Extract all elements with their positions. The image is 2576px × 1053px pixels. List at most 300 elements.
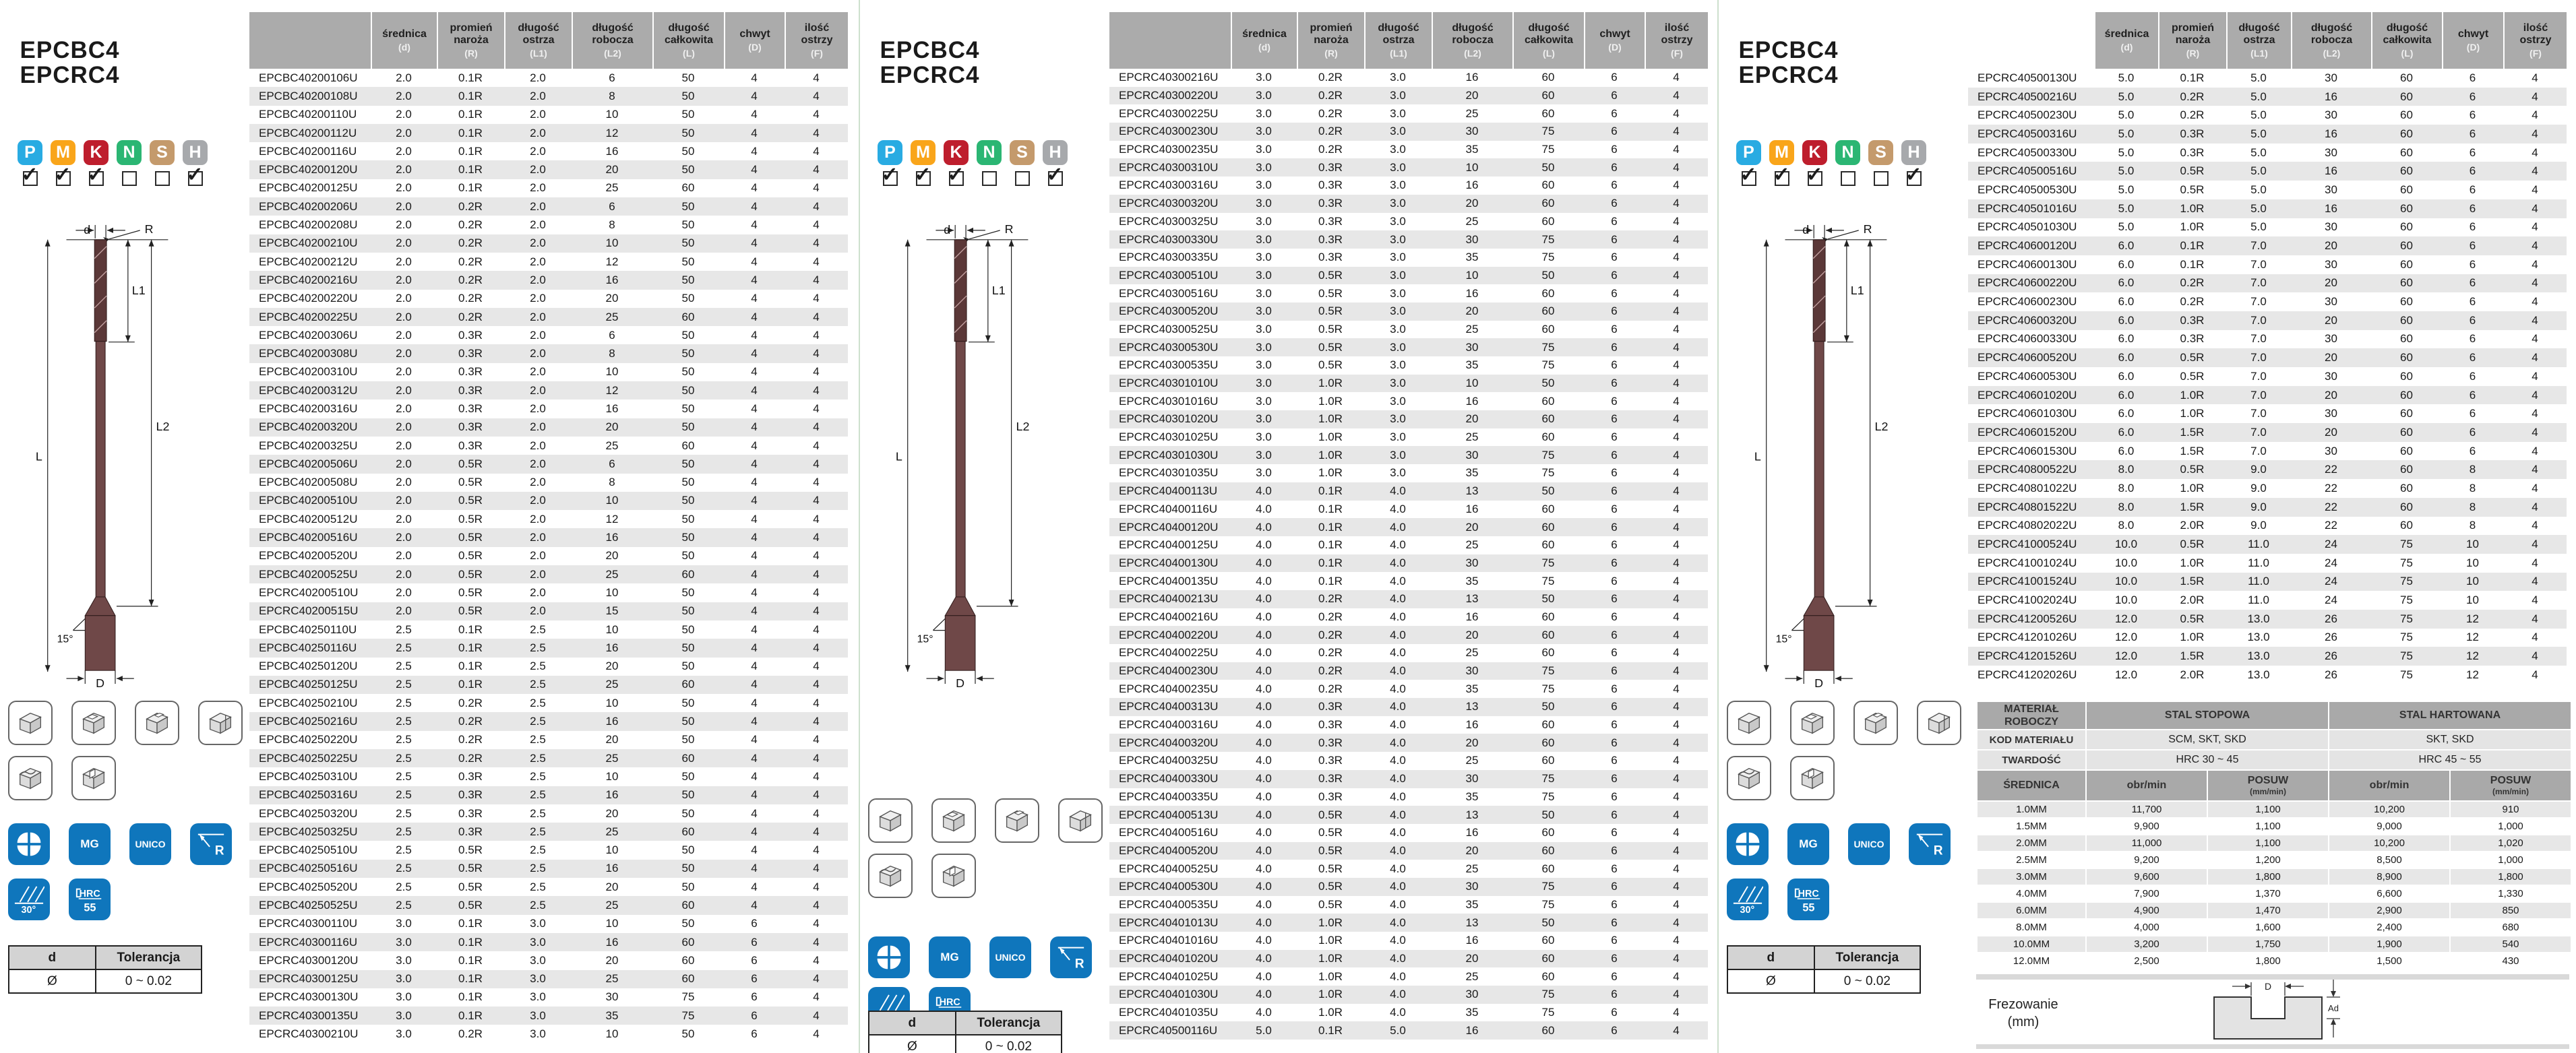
svg-text:30°: 30° <box>21 905 36 915</box>
value-cell: 0.5R <box>2180 538 2205 551</box>
check-icon: ✓ <box>881 164 898 186</box>
value-cell: 0.3R <box>1318 736 1343 749</box>
value-cell: 2,400 <box>2376 922 2402 933</box>
value-cell: 75 <box>2400 612 2413 625</box>
value-cell: 60 <box>2400 108 2413 122</box>
value-cell: 4.0 <box>1390 843 1406 857</box>
value-cell: 0.5R <box>1318 880 1343 893</box>
value-cell: 2.0 <box>530 549 546 563</box>
value-cell: 3.0 <box>1256 286 1272 300</box>
value-cell: 5.0 <box>1256 1023 1272 1037</box>
table-row <box>249 915 848 933</box>
value-cell: 2.5 <box>530 843 546 857</box>
value-cell: 35 <box>1465 682 1479 695</box>
table-row <box>249 878 848 896</box>
value-cell: 6 <box>2469 332 2476 346</box>
value-cell: 4.0 <box>1256 772 1272 786</box>
unico-badge: UNICO <box>129 823 171 865</box>
svg-text:R: R <box>1863 222 1872 236</box>
value-cell: 60 <box>2400 220 2413 234</box>
product-code-cell: 1.0MM <box>2016 804 2047 815</box>
table-row <box>249 418 848 437</box>
value-cell: 3.0 <box>1390 430 1406 444</box>
product-code-cell: EPCRC41000524U <box>1977 538 2077 551</box>
value-cell: 9,900 <box>2134 821 2159 832</box>
product-code-cell: EPCBC40200216U <box>259 273 358 286</box>
tolerance-value-row <box>9 969 202 993</box>
value-cell: 25 <box>1465 322 1479 336</box>
column-symbol: (L1) <box>2250 48 2268 59</box>
value-cell: 60 <box>1541 610 1555 623</box>
value-cell: 2.0 <box>396 512 412 525</box>
operation-icons-row-2 <box>868 854 976 898</box>
value-cell: 3.0 <box>1256 214 1272 228</box>
value-cell: 25 <box>605 310 619 323</box>
product-code-cell: EPCRC40500330U <box>1977 146 2077 159</box>
value-cell: 6 <box>1611 412 1618 426</box>
value-cell: 6 <box>609 71 615 84</box>
value-cell: 60 <box>2400 463 2413 476</box>
svg-text:d: d <box>84 222 91 236</box>
slot-milling-icon <box>1002 805 1033 836</box>
value-cell: 4 <box>813 71 820 84</box>
product-code-cell: EPCRC41202026U <box>1977 668 2077 681</box>
value-cell: 0.2R <box>1318 71 1343 84</box>
footer-label-line1: Frezowanie <box>1988 997 2058 1012</box>
value-cell: 4.0 <box>1390 790 1406 803</box>
value-cell: 4 <box>2532 425 2538 439</box>
column-label: promień naroża <box>1310 22 1353 46</box>
table-row <box>1968 386 2567 405</box>
slot-diagram-svg <box>2190 978 2345 1046</box>
groove-milling-pictogram <box>71 756 116 800</box>
value-cell: 16 <box>2325 90 2337 103</box>
value-cell: 50 <box>1541 160 1555 174</box>
value-cell: 0.1R <box>1318 520 1343 534</box>
value-cell: 4 <box>813 953 820 967</box>
value-cell: 60 <box>681 567 695 581</box>
value-cell: 4 <box>751 715 758 728</box>
value-cell: 1.5R <box>2180 575 2205 588</box>
value-cell: 11.0 <box>2248 538 2269 551</box>
material-S-icon: S <box>150 140 175 165</box>
product-code-cell: EPCRC40600220U <box>1977 276 2077 290</box>
column-symbol: (d) <box>1258 42 1270 53</box>
value-cell: 4.0 <box>1390 754 1406 767</box>
product-code-cell: EPCRC41201026U <box>1977 631 2077 644</box>
value-cell: 3.0 <box>1256 232 1272 246</box>
hrc-55-icon <box>1793 884 1824 915</box>
value-cell: 4 <box>813 512 820 525</box>
value-cell: 2.5 <box>396 843 412 857</box>
value-cell: 75 <box>1541 556 1555 569</box>
product-code-cell: EPCRC40400313U <box>1119 700 1219 713</box>
value-cell: 60 <box>1541 538 1555 552</box>
value-cell: 25 <box>1465 754 1479 767</box>
value-cell: 0.5R <box>1318 826 1343 839</box>
value-cell: 2.0 <box>396 89 412 102</box>
value-cell: 60 <box>1541 952 1555 965</box>
value-cell: 6 <box>1611 520 1618 534</box>
value-cell: 30 <box>2325 407 2337 420</box>
value-cell: 60 <box>1541 179 1555 192</box>
value-cell: 6 <box>2469 183 2476 196</box>
value-cell: 4 <box>751 236 758 250</box>
value-cell: 35 <box>1465 358 1479 372</box>
value-cell: 4 <box>1673 952 1680 965</box>
table-row <box>1968 647 2567 666</box>
value-cell: 4 <box>813 733 820 746</box>
value-cell: 2.0 <box>396 402 412 415</box>
value-cell: 0.2R <box>2180 108 2205 122</box>
material-column-S <box>1010 140 1035 186</box>
material-K-checkbox <box>87 164 104 186</box>
value-cell: 10 <box>605 236 619 250</box>
value-cell: 6 <box>1611 574 1618 587</box>
check-icon: ✓ <box>1905 164 1922 186</box>
value-cell: 1,470 <box>2255 905 2281 916</box>
product-code-cell: EPCRC40300335U <box>1119 251 1219 264</box>
product-code-cell: EPCRC40500216U <box>1977 90 2077 103</box>
table-row <box>249 658 848 676</box>
table-row <box>249 583 848 602</box>
value-cell: 4 <box>1673 682 1680 695</box>
material-K-checkbox <box>947 164 964 186</box>
product-code-cell: EPCRC40400216U <box>1119 610 1219 623</box>
value-cell: 4 <box>813 181 820 195</box>
value-cell: 60 <box>681 935 695 949</box>
value-cell: 1.0R <box>1318 412 1343 426</box>
value-cell: 7.0 <box>2250 313 2267 327</box>
value-cell: 1.0R <box>1318 466 1343 480</box>
four-flutes-icon <box>874 943 904 972</box>
value-cell: 6 <box>2469 90 2476 103</box>
value-cell: 0.1R <box>2180 257 2205 271</box>
value-cell: 2.0R <box>2180 668 2205 681</box>
table-row <box>1109 967 1708 986</box>
tool-diagram-svg <box>887 220 1059 688</box>
product-code-cell: EPCRC40300210U <box>259 1027 359 1041</box>
value-cell: 4 <box>751 108 758 121</box>
value-cell: 0.3R <box>2180 146 2205 159</box>
value-cell: 75 <box>1541 880 1555 893</box>
face-milling-icon <box>1734 707 1765 738</box>
material-N-checkbox <box>1841 171 1856 186</box>
value-cell: 6 <box>1611 592 1618 606</box>
value-cell: 10,200 <box>2374 837 2405 849</box>
corner-radius-icon <box>195 829 226 860</box>
slot-milling-pictogram <box>1853 701 1898 745</box>
table-row <box>1968 255 2567 274</box>
value-cell: 0.5R <box>2180 463 2205 476</box>
material-M-icon: M <box>1769 140 1794 165</box>
value-cell: 2.0 <box>530 144 546 158</box>
table-row <box>1977 886 2571 901</box>
value-cell: 16 <box>605 402 619 415</box>
value-cell: 60 <box>1541 628 1555 641</box>
value-cell: 2.0 <box>530 199 546 213</box>
value-cell: 60 <box>1541 305 1555 318</box>
svg-text:L1: L1 <box>991 284 1006 298</box>
value-cell: 1.0R <box>2180 220 2205 234</box>
product-code-cell: EPCBC40200108U <box>259 89 358 102</box>
value-cell: 2.0 <box>530 310 546 323</box>
value-cell: 3.0 <box>396 935 412 949</box>
value-cell: 12 <box>2466 612 2479 625</box>
table-row <box>1109 914 1708 932</box>
value-cell: 0.1R <box>458 89 483 102</box>
value-cell: 3.0 <box>1390 143 1406 156</box>
value-cell: 5.0 <box>2250 146 2267 159</box>
material-M-checkbox <box>1773 164 1790 186</box>
value-cell: 25 <box>1465 430 1479 444</box>
svg-text:15°: 15° <box>57 633 73 645</box>
value-cell: 3.0 <box>1256 448 1272 461</box>
value-cell: 4 <box>2532 407 2538 420</box>
title-line-1: EPCBC4 <box>20 37 120 63</box>
value-cell: 4.0 <box>1256 628 1272 641</box>
value-cell: 0.5R <box>2180 351 2205 364</box>
table-row <box>249 528 848 546</box>
value-cell: 3.0 <box>396 1027 412 1041</box>
value-cell: 2.0 <box>396 181 412 195</box>
value-cell: 4 <box>2532 220 2538 234</box>
value-cell: 4.0 <box>1256 952 1272 965</box>
groove-milling-pictogram <box>931 854 976 898</box>
table-row <box>249 363 848 381</box>
value-cell: 20 <box>605 953 619 967</box>
table-row <box>1968 591 2567 610</box>
value-cell: 4.0 <box>1390 646 1406 660</box>
column-symbol: (L1) <box>530 48 547 59</box>
value-cell: 4.0 <box>1256 592 1272 606</box>
value-cell: 2.0 <box>530 476 546 489</box>
column-symbol: (D) <box>1608 42 1622 53</box>
value-cell: 2.5 <box>530 641 546 654</box>
value-cell: 4 <box>2532 575 2538 588</box>
table-row <box>1109 734 1708 752</box>
value-cell: 2.0 <box>530 347 546 360</box>
table-row <box>249 290 848 308</box>
product-code-cell: EPCBC40250216U <box>259 715 358 728</box>
hardness-label: TWARDOŚĆ <box>2002 754 2061 766</box>
table-row <box>1109 213 1708 231</box>
product-code-cell: EPCRC41200526U <box>1977 612 2077 625</box>
table-row <box>1109 464 1708 482</box>
value-cell: 4 <box>1673 179 1680 192</box>
value-cell: 16 <box>1465 934 1479 947</box>
title-line-1: EPCBC4 <box>1738 37 1839 63</box>
material-N-icon: N <box>117 140 142 165</box>
value-cell: 20 <box>605 163 619 177</box>
slot-milling-icon <box>142 707 173 738</box>
value-cell: 6.0 <box>2118 444 2135 457</box>
panel-left <box>0 0 859 1053</box>
value-cell: 60 <box>2400 481 2413 494</box>
value-cell: 6 <box>751 1027 758 1041</box>
value-cell: 1.0R <box>1318 969 1343 983</box>
table-row <box>1968 423 2567 442</box>
product-code-cell: EPCRC40301030U <box>1119 448 1219 461</box>
value-cell: 2,500 <box>2134 955 2159 967</box>
value-cell: 0.2R <box>458 696 483 709</box>
value-cell: 3.0 <box>396 990 412 1004</box>
value-cell: 0.3R <box>1318 197 1343 210</box>
value-cell: 75 <box>1541 232 1555 246</box>
value-cell: 4,000 <box>2134 922 2159 933</box>
material-K-icon: K <box>944 140 969 165</box>
table-row <box>249 455 848 473</box>
value-cell: 6 <box>1611 232 1618 246</box>
value-cell: 1,020 <box>2498 837 2523 849</box>
value-cell: 6 <box>751 990 758 1004</box>
value-cell: 12 <box>2466 631 2479 644</box>
value-cell: 2.0 <box>396 199 412 213</box>
value-cell: 4 <box>2532 519 2538 532</box>
table-row <box>1109 770 1708 788</box>
speed-column-header-row <box>1977 771 2571 800</box>
product-code-cell: EPCRC40300530U <box>1119 340 1219 354</box>
value-cell: 9.0 <box>2250 463 2267 476</box>
value-cell: 0.5R <box>458 457 483 470</box>
value-cell: 75 <box>1541 790 1555 803</box>
value-cell: 2.5 <box>396 678 412 691</box>
value-cell: 75 <box>1541 897 1555 911</box>
table-row <box>1968 348 2567 367</box>
value-cell: 1,100 <box>2255 804 2281 815</box>
value-cell: 4.0 <box>1390 502 1406 515</box>
side-milling-pictogram <box>198 701 243 745</box>
table-row <box>249 344 848 362</box>
value-cell: 2.5 <box>396 623 412 636</box>
unico-badge: UNICO <box>1848 823 1890 865</box>
rpm-header-text: obr/min <box>2126 779 2167 792</box>
value-cell: 50 <box>681 163 695 177</box>
value-cell: 4 <box>1673 862 1680 875</box>
column-label: chwyt <box>2457 28 2489 40</box>
value-cell: 4.0 <box>1256 969 1272 983</box>
table-row <box>1968 517 2567 536</box>
table-row <box>249 381 848 400</box>
value-cell: 60 <box>681 825 695 838</box>
tolerance-symbol: Ø <box>9 969 96 993</box>
value-cell: 16 <box>605 144 619 158</box>
value-cell: 0.2R <box>1318 592 1343 606</box>
material-S-icon: S <box>1868 140 1893 165</box>
operation-icons-row-1 <box>1727 701 1961 745</box>
operation-icons-row-2 <box>1727 756 1835 800</box>
value-cell: 4.0 <box>1256 736 1272 749</box>
product-code-cell: EPCRC40300135U <box>259 1009 359 1022</box>
table-row <box>1968 181 2567 199</box>
value-cell: 16 <box>1465 502 1479 515</box>
code-column-header <box>1109 12 1231 69</box>
value-cell: 4 <box>751 825 758 838</box>
rpm-header-2 <box>2329 771 2449 800</box>
product-code-cell: EPCBC40200320U <box>259 420 358 434</box>
value-cell: 75 <box>1541 664 1555 678</box>
value-cell: 16 <box>2325 201 2337 215</box>
value-cell: 6 <box>609 457 615 470</box>
column-header <box>2442 12 2503 69</box>
value-cell: 24 <box>2325 556 2337 569</box>
value-cell: 22 <box>2325 500 2337 513</box>
column-label: długość robocza <box>1452 22 1494 46</box>
value-cell: 60 <box>1541 646 1555 660</box>
value-cell: 4 <box>813 660 820 673</box>
value-cell: 0.3R <box>2180 127 2205 140</box>
unico-badge: UNICO <box>989 936 1031 978</box>
value-cell: 2.5 <box>396 641 412 654</box>
value-cell: 75 <box>1541 340 1555 354</box>
value-cell: 4 <box>751 292 758 305</box>
value-cell: 0.1R <box>458 623 483 636</box>
value-cell: 2.5 <box>396 769 412 783</box>
shoulder-milling-icon <box>1797 707 1828 738</box>
value-cell: 9,600 <box>2134 871 2159 883</box>
product-code-cell: EPCBC40250320U <box>259 806 358 820</box>
value-cell: 20 <box>605 420 619 434</box>
value-cell: 4 <box>813 862 820 875</box>
value-cell: 6 <box>1611 305 1618 318</box>
value-cell: 60 <box>1541 214 1555 228</box>
product-code-cell: 2.0MM <box>2016 837 2047 849</box>
value-cell: 3.0 <box>396 917 412 930</box>
table-row <box>249 474 848 492</box>
value-cell: 3.0 <box>1256 340 1272 354</box>
value-cell: 6 <box>1611 143 1618 156</box>
product-code-cell: EPCRC40400516U <box>1119 826 1219 839</box>
value-cell: 2.0 <box>396 108 412 121</box>
value-cell: 22 <box>2325 519 2337 532</box>
rpm-header-1 <box>2087 771 2207 800</box>
feature-badges-row-2 <box>8 879 111 920</box>
value-cell: 30 <box>1465 340 1479 354</box>
value-cell: 6 <box>1611 502 1618 515</box>
value-cell: 5.0 <box>2250 71 2267 84</box>
value-cell: 10 <box>605 108 619 121</box>
value-cell: 50 <box>681 733 695 746</box>
value-cell: 75 <box>2400 631 2413 644</box>
value-cell: 8 <box>2469 519 2476 532</box>
value-cell: 4 <box>1673 268 1680 282</box>
page-title <box>1729 38 1847 88</box>
value-cell: 4.0 <box>1256 538 1272 552</box>
value-cell: 0.3R <box>1318 160 1343 174</box>
value-cell: 4 <box>1673 843 1680 857</box>
value-cell: 13.0 <box>2247 649 2270 663</box>
table-row <box>1109 249 1708 267</box>
product-code-cell: EPCRC40500130U <box>1977 71 2077 84</box>
value-cell: 0.1R <box>1318 484 1343 498</box>
value-cell: 4 <box>751 696 758 709</box>
code-column-header <box>1968 12 2094 69</box>
value-cell: 4 <box>2532 556 2538 569</box>
product-code-cell: EPCRC40600230U <box>1977 295 2077 309</box>
material-column-S <box>1868 140 1893 186</box>
value-cell: 4 <box>813 715 820 728</box>
product-code-cell: EPCRC40300525U <box>1119 322 1219 336</box>
feature-badges-row-1 <box>1727 823 1951 865</box>
value-cell: 2.5 <box>396 733 412 746</box>
value-cell: 680 <box>2502 922 2519 933</box>
product-code-cell: 12.0MM <box>2013 955 2050 967</box>
value-cell: 7.0 <box>2250 351 2267 364</box>
value-cell: 4.0 <box>1256 520 1272 534</box>
value-cell: 75 <box>1541 574 1555 587</box>
table-row <box>249 804 848 823</box>
table-row <box>249 712 848 730</box>
